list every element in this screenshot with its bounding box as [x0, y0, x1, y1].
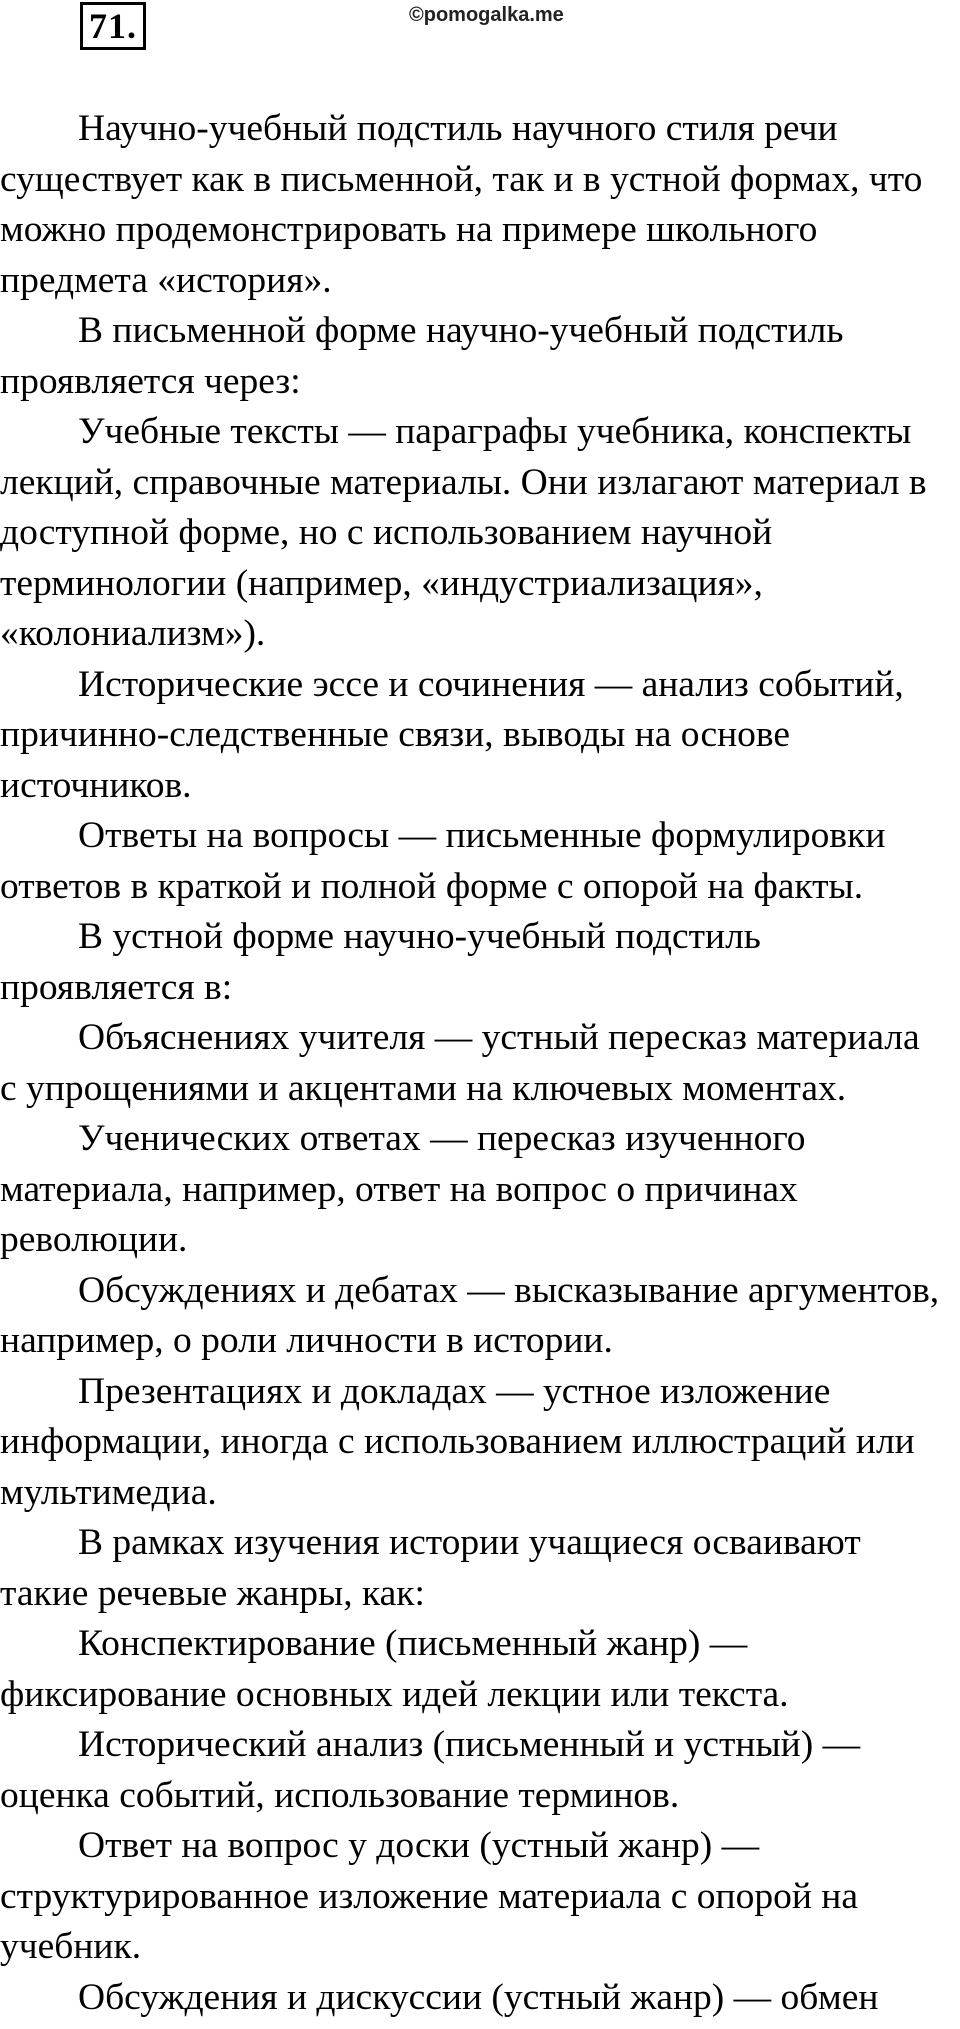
paragraph [0, 1720, 960, 1821]
text-line: причинно-следственные связи, выводы на основе [0, 714, 791, 755]
text-line: Исторический анализ (письменный и устный) — [78, 1724, 861, 1765]
text-line: информации, иногда с использованием иллюстраций или [0, 1421, 915, 1462]
text-line: Обсуждения и дискуссии (устный жанр) — обмен [78, 1976, 879, 2018]
text-line: источников. [0, 764, 192, 806]
paragraph [0, 660, 960, 812]
text-line: Учебные тексты — параграфы учебника, конспекты [78, 411, 912, 452]
text-line: структурированное изложение материала с опорой на [0, 1875, 858, 1917]
text-line: материала, например, ответ на вопрос о причинах [0, 1168, 798, 1210]
text-line: предмета «история». [0, 259, 332, 301]
paragraph [0, 1518, 960, 1619]
document-body [0, 104, 960, 2023]
paragraph [0, 811, 960, 912]
paragraph [0, 1114, 960, 1266]
text-line: Ответы на вопросы — письменные формулировки [78, 815, 886, 856]
paragraph [0, 1619, 960, 1720]
paragraph [0, 1821, 960, 1973]
text-line: Ученических ответах — пересказ изученного [78, 1118, 806, 1159]
text-line: проявляется в: [0, 966, 233, 1008]
text-line: мультимедиа. [0, 1471, 217, 1513]
text-line: Обсуждениях и дебатах — высказывание аргументов, [78, 1269, 940, 1311]
text-line: революции. [0, 1219, 188, 1260]
text-line: Конспектирование (письменный жанр) — [78, 1623, 748, 1664]
text-line: «колониализм»). [0, 613, 266, 654]
text-line: В письменной форме научно-учебный подстиль [78, 310, 844, 351]
watermark: ©pomogalka.me [409, 4, 564, 26]
task-number-box: 71. [80, 2, 146, 50]
text-line: существует как в письменной, так и в устной формах, что [0, 158, 923, 200]
text-line: можно продемонстрировать на примере школьного [0, 209, 818, 250]
text-line: оценка событий, использование терминов. [0, 1774, 680, 1816]
text-line: В устной форме научно-учебный подстиль [78, 916, 761, 957]
text-line: такие речевые жанры, как: [0, 1572, 425, 1614]
text-line: доступной форме, но с использованием научной [0, 512, 773, 553]
paragraph [0, 407, 960, 660]
paragraph [0, 104, 960, 306]
text-line: Научно-учебный подстиль научного стиля речи [78, 108, 838, 149]
paragraph [0, 1013, 960, 1114]
text-line: Ответ на вопрос у доски (устный жанр) — [78, 1825, 760, 1866]
text-line: проявляется через: [0, 360, 301, 402]
text-line: лекций, справочные материалы. Они излагают материал в [0, 461, 927, 503]
text-line: например, о роли личности в истории. [0, 1320, 613, 1361]
text-line: учебник. [0, 1926, 142, 1967]
text-line: В рамках изучения истории учащиеся осваивают [78, 1522, 861, 1563]
page-header [0, 0, 960, 60]
text-line: Презентациях и докладах — устное изложение [78, 1370, 831, 1412]
text-line: Исторические эссе и сочинения — анализ событий, [78, 663, 904, 705]
paragraph [0, 1367, 960, 1519]
paragraph [0, 306, 960, 407]
text-line: фиксирование основных идей лекции или текста. [0, 1673, 789, 1715]
text-line: Объяснениях учителя — устный пересказ материала [78, 1017, 920, 1058]
text-line: терминологии (например, «индустриализация», [0, 562, 763, 604]
paragraph [0, 1266, 960, 1367]
text-line: с упрощениями и акцентами на ключевых моментах. [0, 1067, 847, 1109]
paragraph [0, 1973, 960, 2024]
text-line: ответов в краткой и полной форме с опорой на факты. [0, 865, 864, 907]
paragraph [0, 912, 960, 1013]
